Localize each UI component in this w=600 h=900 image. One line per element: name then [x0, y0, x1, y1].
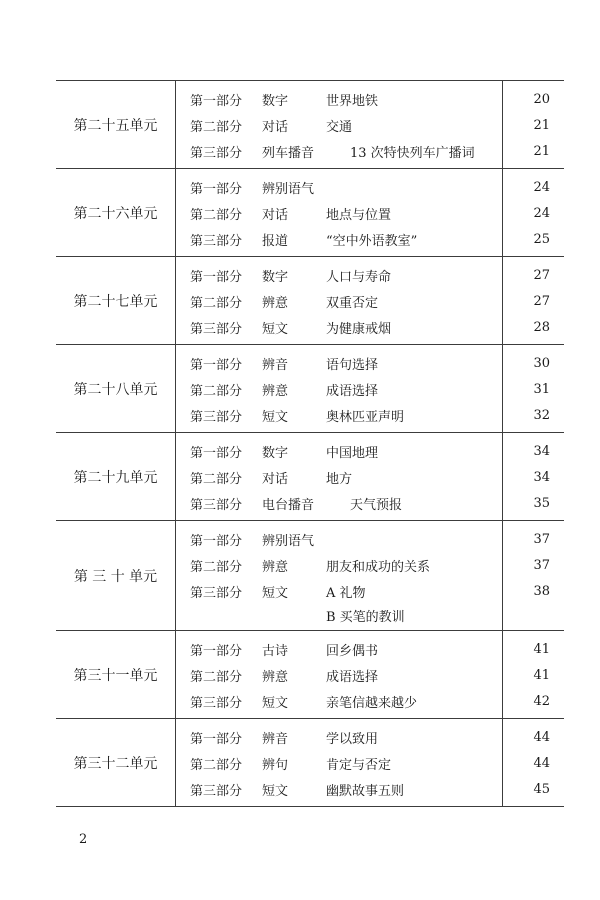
part-label: 第一部分 — [190, 357, 243, 373]
part-type: 辨意 — [262, 559, 289, 575]
part-type: 对话 — [262, 471, 289, 487]
part-type: 对话 — [262, 207, 289, 223]
unit-pages — [503, 345, 564, 432]
toc-entry[interactable] — [190, 86, 502, 112]
page-number: 32 — [533, 407, 550, 423]
unit-pages — [503, 169, 564, 256]
page-number: 41 — [533, 667, 550, 683]
page-number: 27 — [533, 293, 550, 309]
part-label: 第一部分 — [190, 269, 243, 285]
toc-entry[interactable] — [190, 262, 502, 288]
part-label: 第一部分 — [190, 93, 243, 109]
page-number-spacer — [503, 604, 564, 626]
toc-entry[interactable] — [190, 662, 502, 688]
unit-block — [56, 719, 564, 807]
part-topic: A 礼物 — [326, 585, 366, 601]
toc-entry[interactable] — [190, 350, 502, 376]
part-label: 第二部分 — [190, 669, 243, 685]
part-label: 第三部分 — [190, 321, 243, 337]
part-topic: 亲笔信越来越少 — [326, 695, 418, 711]
page-number: 35 — [533, 495, 550, 511]
part-type: 数字 — [262, 445, 289, 461]
unit-title: 第 三 十 单元 — [56, 521, 176, 630]
part-type: 辨别语气 — [262, 181, 315, 197]
unit-title: 第二十七单元 — [56, 257, 176, 344]
unit-block — [56, 257, 564, 345]
page-number: 34 — [533, 443, 550, 459]
unit-title: 第二十八单元 — [56, 345, 176, 432]
toc-entry[interactable] — [190, 464, 502, 490]
part-topic: 回乡偶书 — [326, 643, 379, 659]
toc-entry[interactable] — [190, 314, 502, 340]
page-number: 37 — [533, 557, 550, 573]
part-label: 第一部分 — [190, 731, 243, 747]
part-label: 第一部分 — [190, 181, 243, 197]
page-number: 45 — [533, 781, 550, 797]
part-topic: 天气预报 — [350, 497, 403, 513]
unit-block — [56, 80, 564, 169]
unit-parts — [176, 719, 503, 806]
toc-entry[interactable] — [190, 490, 502, 516]
part-topic: 学以致用 — [326, 731, 379, 747]
part-type: 短文 — [262, 321, 289, 337]
part-label: 第一部分 — [190, 445, 243, 461]
part-label: 第二部分 — [190, 757, 243, 773]
unit-pages — [503, 433, 564, 520]
page-folio: 2 — [79, 832, 88, 847]
unit-title: 第三十二单元 — [56, 719, 176, 806]
part-label: 第二部分 — [190, 559, 243, 575]
page-number: 41 — [533, 641, 550, 657]
part-type: 辨意 — [262, 383, 289, 399]
part-topic: 世界地铁 — [326, 93, 379, 109]
page-number: 20 — [533, 91, 550, 107]
part-type: 辨别语气 — [262, 533, 315, 549]
part-label: 第三部分 — [190, 233, 243, 249]
unit-parts — [176, 521, 503, 630]
page-number: 27 — [533, 267, 550, 283]
part-type: 辨音 — [262, 357, 289, 373]
toc-entry[interactable] — [190, 402, 502, 428]
part-topic: 朋友和成功的关系 — [326, 559, 431, 575]
part-type: 短文 — [262, 585, 289, 601]
unit-block — [56, 521, 564, 631]
toc-entry-continuation[interactable] — [190, 604, 502, 626]
part-label: 第二部分 — [190, 119, 243, 135]
page-number: 37 — [533, 531, 550, 547]
part-topic: 地方 — [326, 471, 353, 487]
part-topic: 13 次特快列车广播词 — [350, 145, 475, 161]
part-topic: 奥林匹亚声明 — [326, 409, 405, 425]
unit-parts — [176, 81, 503, 168]
table-of-contents — [56, 80, 564, 807]
unit-title: 第二十六单元 — [56, 169, 176, 256]
part-label: 第三部分 — [190, 783, 243, 799]
part-topic: 成语选择 — [326, 383, 379, 399]
toc-entry[interactable] — [190, 636, 502, 662]
part-type: 电台播音 — [262, 497, 315, 513]
page-number: 31 — [533, 381, 550, 397]
unit-title: 第二十五单元 — [56, 81, 176, 168]
part-label: 第二部分 — [190, 471, 243, 487]
toc-entry[interactable] — [190, 438, 502, 464]
part-label: 第二部分 — [190, 207, 243, 223]
toc-entry[interactable] — [190, 138, 502, 164]
part-type: 对话 — [262, 119, 289, 135]
page-number: 24 — [533, 179, 550, 195]
toc-entry[interactable] — [190, 200, 502, 226]
part-type: 短文 — [262, 783, 289, 799]
part-topic: 中国地理 — [326, 445, 379, 461]
unit-title: 第三十一单元 — [56, 631, 176, 718]
toc-entry[interactable] — [190, 552, 502, 578]
unit-block — [56, 169, 564, 257]
part-type: 列车播音 — [262, 145, 315, 161]
unit-parts — [176, 631, 503, 718]
toc-entry[interactable] — [190, 526, 502, 552]
part-label: 第二部分 — [190, 383, 243, 399]
unit-pages — [503, 631, 564, 718]
page-number: 44 — [533, 729, 550, 745]
part-label: 第三部分 — [190, 695, 243, 711]
part-type: 辨意 — [262, 669, 289, 685]
toc-entry[interactable] — [190, 288, 502, 314]
part-topic: 地点与位置 — [326, 207, 392, 223]
part-label: 第二部分 — [190, 295, 243, 311]
unit-pages — [503, 719, 564, 806]
unit-block — [56, 433, 564, 521]
part-type: 古诗 — [262, 643, 289, 659]
part-topic: “空中外语教室” — [326, 233, 418, 249]
page-number: 34 — [533, 469, 550, 485]
unit-pages — [503, 81, 564, 168]
part-label: 第一部分 — [190, 643, 243, 659]
part-topic: 双重否定 — [326, 295, 379, 311]
part-topic: 人口与寿命 — [326, 269, 392, 285]
page-number: 24 — [533, 205, 550, 221]
toc-entry[interactable] — [190, 578, 502, 604]
page-number: 30 — [533, 355, 550, 371]
part-type: 数字 — [262, 93, 289, 109]
unit-parts — [176, 433, 503, 520]
unit-block — [56, 631, 564, 719]
part-topic: 交通 — [326, 119, 353, 135]
part-topic: B 买笔的教训 — [326, 609, 405, 625]
part-label: 第三部分 — [190, 145, 243, 161]
toc-entry[interactable] — [190, 724, 502, 750]
part-type: 数字 — [262, 269, 289, 285]
part-type: 短文 — [262, 695, 289, 711]
toc-entry[interactable] — [190, 750, 502, 776]
part-type: 报道 — [262, 233, 289, 249]
unit-block — [56, 345, 564, 433]
part-label: 第三部分 — [190, 409, 243, 425]
unit-title: 第二十九单元 — [56, 433, 176, 520]
part-label: 第三部分 — [190, 497, 243, 513]
page-number: 38 — [533, 583, 550, 599]
unit-parts — [176, 257, 503, 344]
part-label: 第三部分 — [190, 585, 243, 601]
part-topic: 成语选择 — [326, 669, 379, 685]
page-number: 21 — [533, 117, 550, 133]
part-type: 辨意 — [262, 295, 289, 311]
toc-entry[interactable] — [190, 112, 502, 138]
toc-entry[interactable] — [190, 226, 502, 252]
toc-entry[interactable] — [190, 688, 502, 714]
part-topic: 肯定与否定 — [326, 757, 392, 773]
part-topic: 语句选择 — [326, 357, 379, 373]
unit-pages — [503, 521, 564, 630]
toc-entry[interactable] — [190, 376, 502, 402]
toc-entry[interactable] — [190, 776, 502, 802]
part-type: 辨音 — [262, 731, 289, 747]
page-number: 28 — [533, 319, 550, 335]
part-type: 辨句 — [262, 757, 289, 773]
unit-parts — [176, 345, 503, 432]
page-number: 44 — [533, 755, 550, 771]
page-number: 42 — [533, 693, 550, 709]
unit-parts — [176, 169, 503, 256]
part-topic: 幽默故事五则 — [326, 783, 405, 799]
part-topic: 为健康戒烟 — [326, 321, 392, 337]
part-label: 第一部分 — [190, 533, 243, 549]
toc-entry[interactable] — [190, 174, 502, 200]
page-number: 21 — [533, 143, 550, 159]
page-number: 25 — [533, 231, 550, 247]
unit-pages — [503, 257, 564, 344]
part-type: 短文 — [262, 409, 289, 425]
